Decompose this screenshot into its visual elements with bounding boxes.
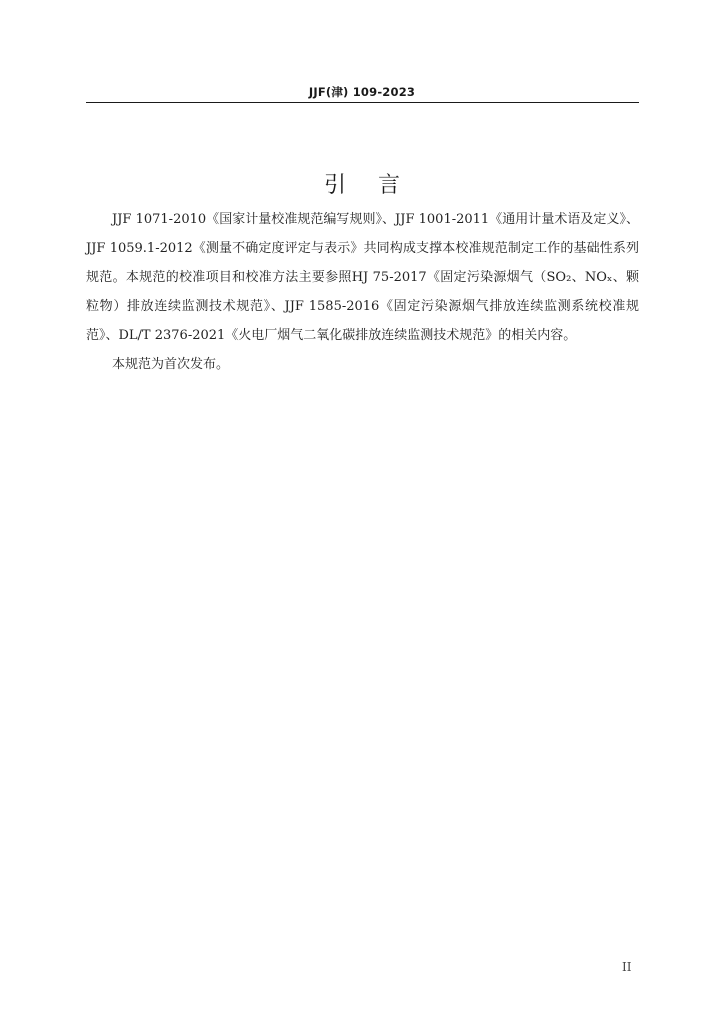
standard-code-header: JJF(津) 109-2023 (308, 85, 416, 99)
header-divider (86, 102, 639, 103)
paragraph: 本规范为首次发布。 (112, 357, 230, 372)
section-title: 引言 (323, 173, 432, 198)
page-number: II (622, 960, 632, 974)
body-text (86, 205, 639, 379)
paragraph: JJF 1071-2010《国家计量校准规范编写规则》、JJF 1001-2011《通用计量术语及定义》、JJF 1059.1-2012《测量不确定度评定与表示》共同构成支撑本校准规范制定工作的基础性系列规范。本规范的校准项目和校准方法主要参照HJ 75-2017《固定污染源烟气（SO₂、NOₓ、颗粒物）排放连续监测技术规范》、JJF 1585-2016《固定污染源烟气排放连续监测系统校准规范》、DL/T 2376-2021《火电厂烟气二氧化碳排放连续监测技术规范》的相关内容。 (86, 212, 639, 343)
